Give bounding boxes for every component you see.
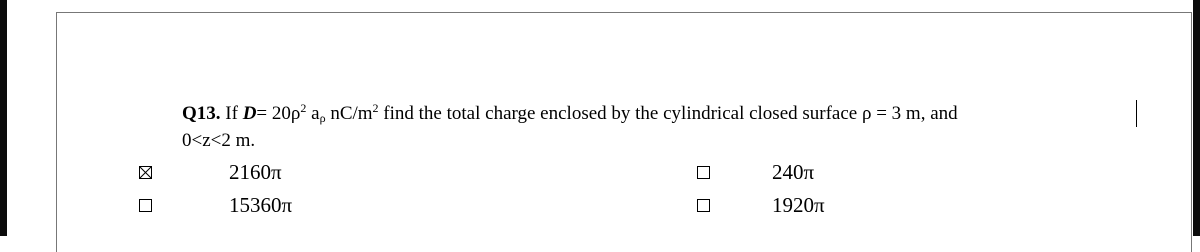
question-d-symbol: D xyxy=(242,103,257,124)
option-3-label: 15360π xyxy=(229,193,293,217)
question-a: a xyxy=(311,103,320,124)
left-edge-bar xyxy=(0,0,7,236)
question-unit: nC/m xyxy=(330,103,373,124)
option-2-label: 240π xyxy=(772,160,815,184)
question-a-sub: ρ xyxy=(319,111,326,125)
question-number: Q13. xyxy=(182,103,221,124)
question-rest: find the total charge enclosed by the cylindrical closed surface ρ = 3 m, and xyxy=(383,103,958,124)
option-2-checkbox[interactable] xyxy=(697,166,710,179)
question-equals: = 20ρ xyxy=(256,103,301,124)
checkbox-cross-icon xyxy=(140,167,151,178)
question-unit-exp: 2 xyxy=(372,101,379,115)
option-1-label: 2160π xyxy=(229,160,282,184)
question-line-1 xyxy=(182,100,1142,127)
question-if: If xyxy=(225,103,238,124)
option-4-label: 1920π xyxy=(772,193,825,217)
right-edge-bar xyxy=(1193,0,1200,236)
question-text xyxy=(182,100,1142,154)
option-4-checkbox[interactable] xyxy=(697,199,710,212)
question-line-2: 0<z<2 m. xyxy=(182,130,256,151)
option-3-checkbox[interactable] xyxy=(139,199,152,212)
option-1-checkbox[interactable] xyxy=(139,166,152,179)
question-exp: 2 xyxy=(300,101,307,115)
